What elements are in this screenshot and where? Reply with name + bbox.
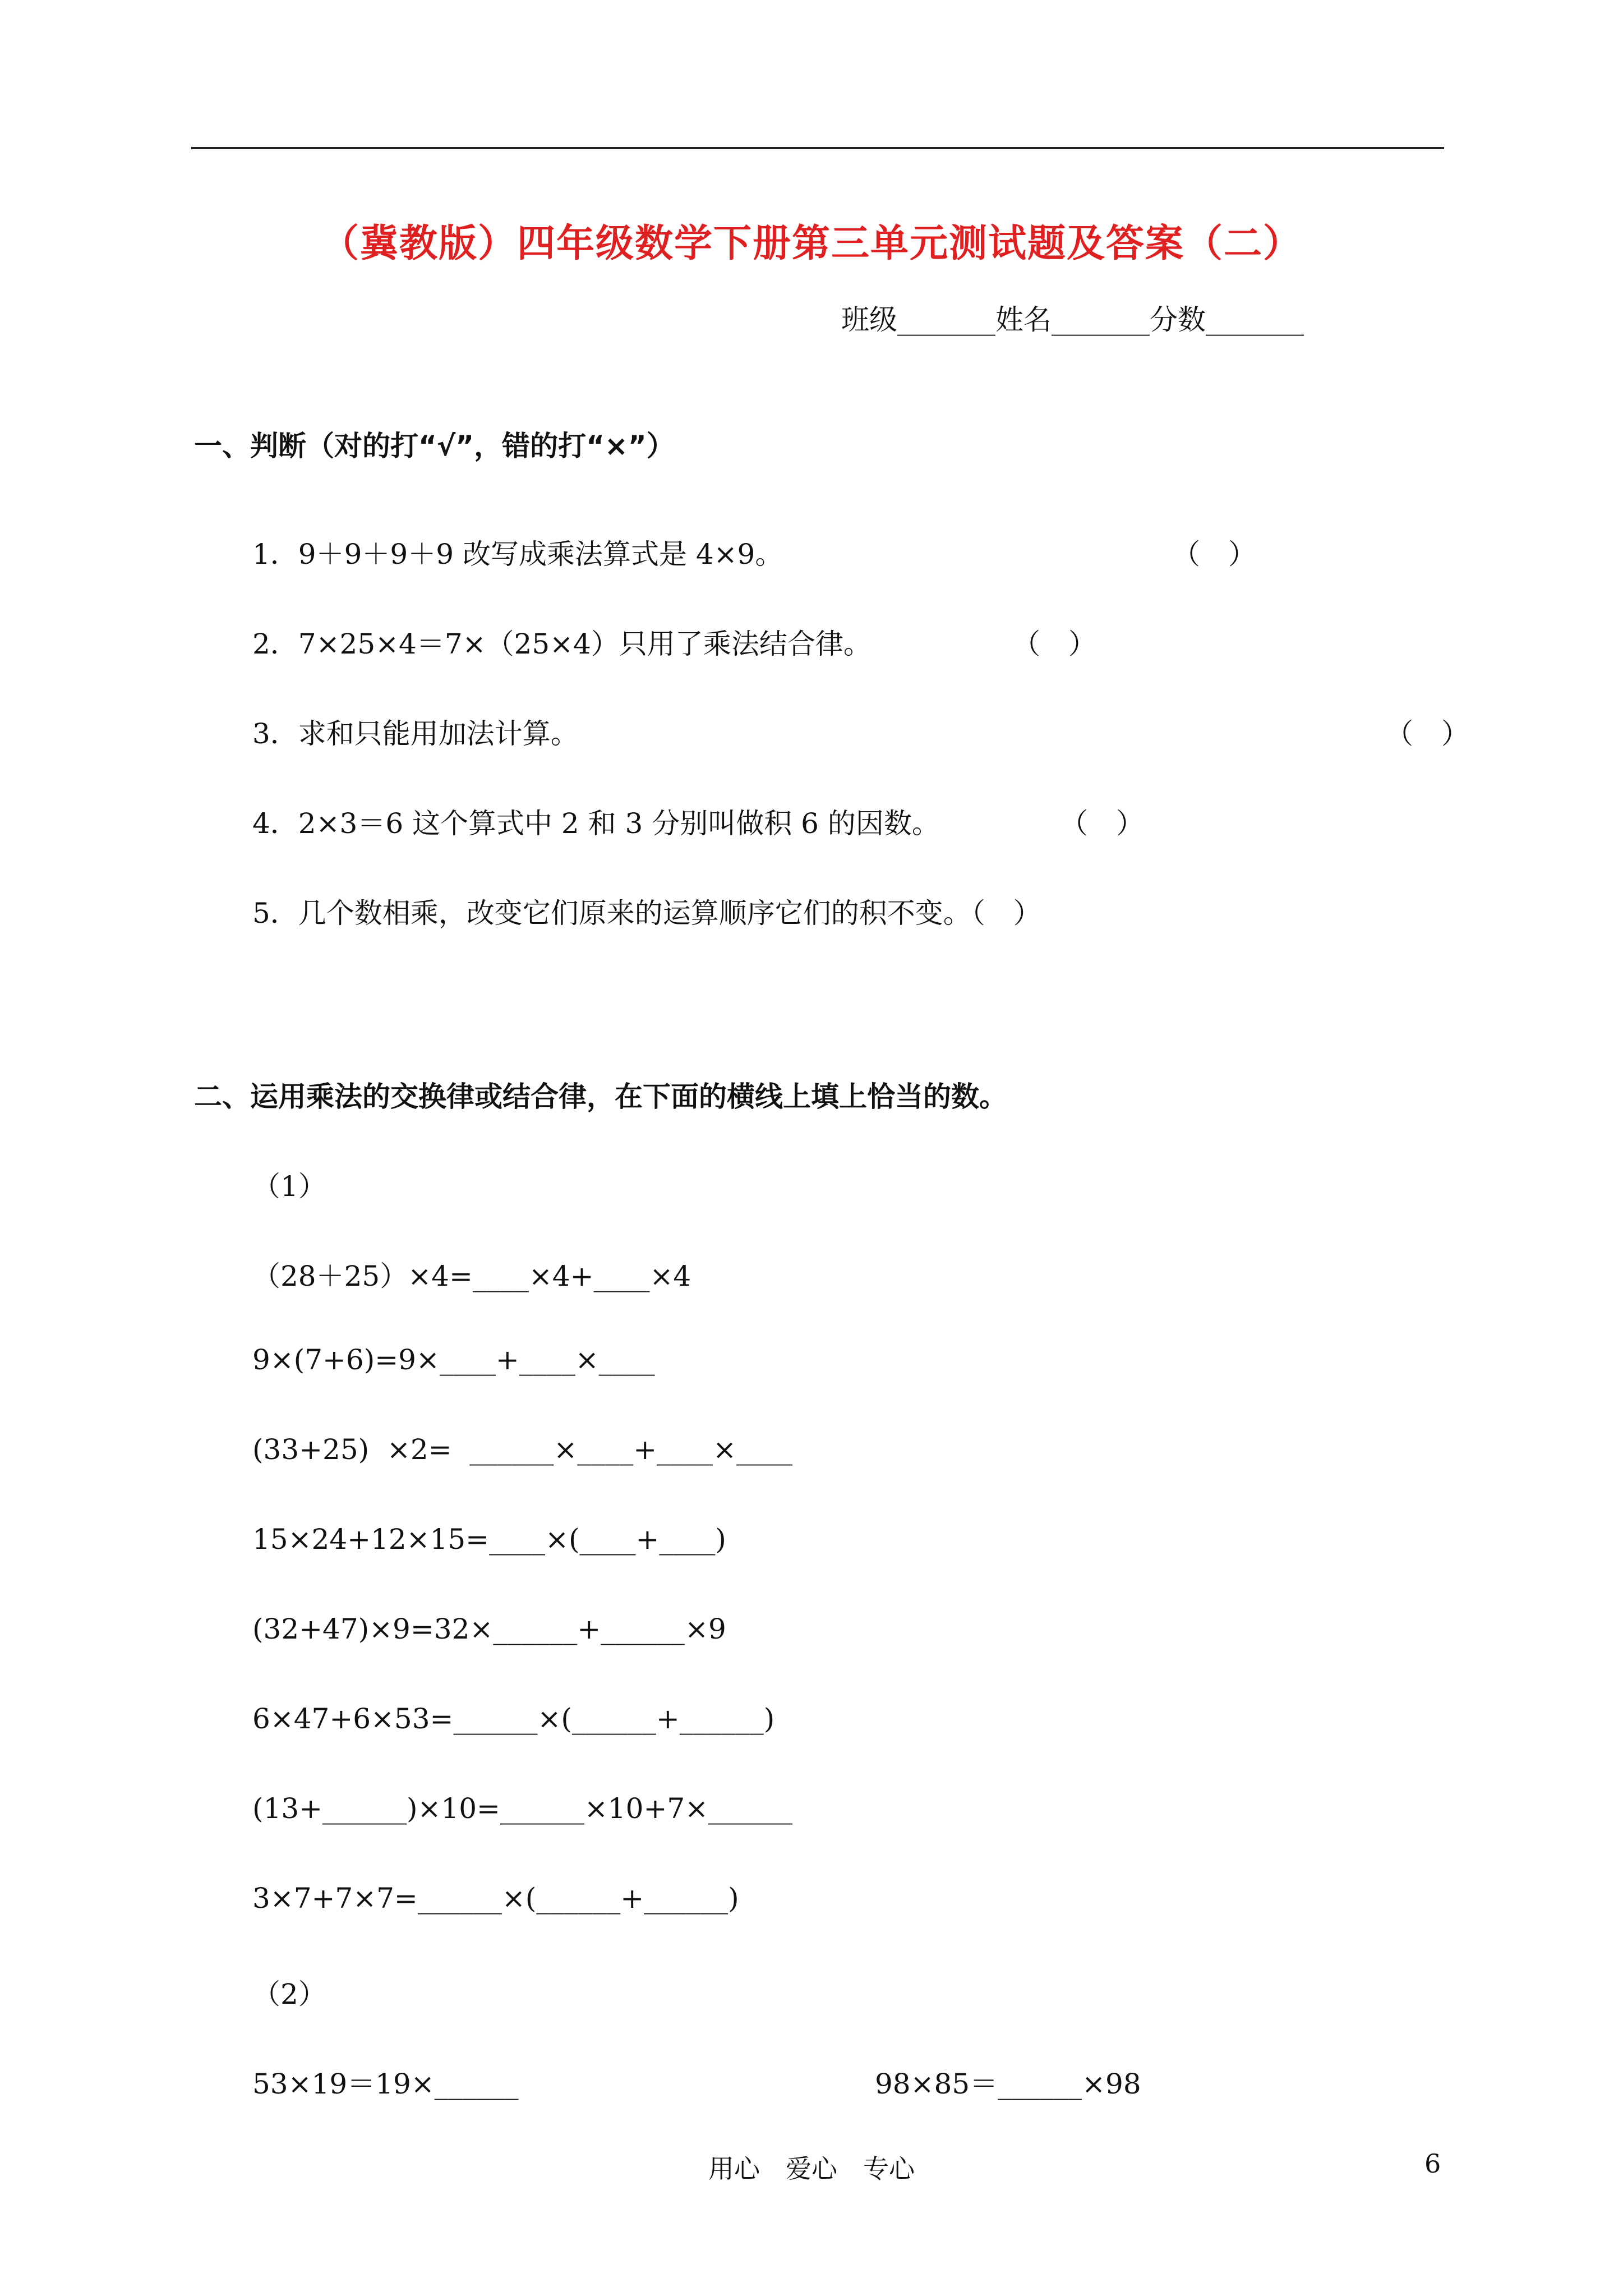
fill-line-4: 15×24+12×15=____×(____+____) — [252, 1523, 726, 1556]
student-info-line: 班级_______姓名_______分数_______ — [841, 303, 1304, 336]
fill-line-6: 6×47+6×53=______×(______+______) — [252, 1703, 775, 1735]
footer-motto: 用心 爱心 专心 — [708, 2154, 915, 2184]
fill-line-3: (33+25) ×2= ______×____+____×____ — [252, 1433, 793, 1466]
judge-item-2: 2．7×25×4＝7×（25×4）只用了乘法结合律。 — [252, 628, 872, 660]
section1-heading: 一、判断（对的打“√”，错的打“×”） — [194, 430, 675, 462]
fill-line-8: 3×7+7×7=______×(______+______) — [252, 1882, 739, 1915]
judge-item-4: 4．2×3＝6 这个算式中 2 和 3 分别叫做积 6 的因数。 — [252, 807, 940, 840]
fill-line-1: （28＋25）×4=____×4+____×4 — [252, 1260, 691, 1292]
part2-line-left: 53×19＝19×______ — [252, 2068, 519, 2100]
judge-item-3: 3．求和只能用加法计算。 — [252, 717, 579, 750]
judge-answer-paren-4[interactable]: （ ） — [1060, 807, 1144, 840]
judge-item-5: 5．几个数相乘，改变它们原来的运算顺序它们的积不变。（ ） — [252, 897, 1041, 930]
section2-heading: 二、运用乘法的交换律或结合律，在下面的横线上填上恰当的数。 — [194, 1080, 1007, 1113]
part2-label: （2） — [252, 1978, 326, 2010]
judge-answer-paren-3[interactable]: （ ） — [1385, 717, 1469, 750]
fill-line-2: 9×(7+6)=9×____+____×____ — [252, 1343, 655, 1376]
part2-line-right: 98×85＝______×98 — [875, 2068, 1141, 2100]
page-number: 6 — [1424, 2148, 1441, 2179]
judge-answer-paren-2[interactable]: （ ） — [1012, 628, 1096, 660]
fill-line-5: (32+47)×9=32×______+______×9 — [252, 1613, 726, 1645]
header-rule — [191, 147, 1444, 149]
judge-item-1: 1．9＋9＋9＋9 改写成乘法算式是 4×9。 — [252, 538, 783, 570]
judge-answer-paren-1[interactable]: （ ） — [1172, 538, 1256, 570]
fill-line-7: (13+______)×10=______×10+7×______ — [252, 1792, 793, 1825]
document-title: （冀教版）四年级数学下册第三单元测试题及答案（二） — [320, 221, 1302, 266]
part1-label: （1） — [252, 1170, 326, 1203]
